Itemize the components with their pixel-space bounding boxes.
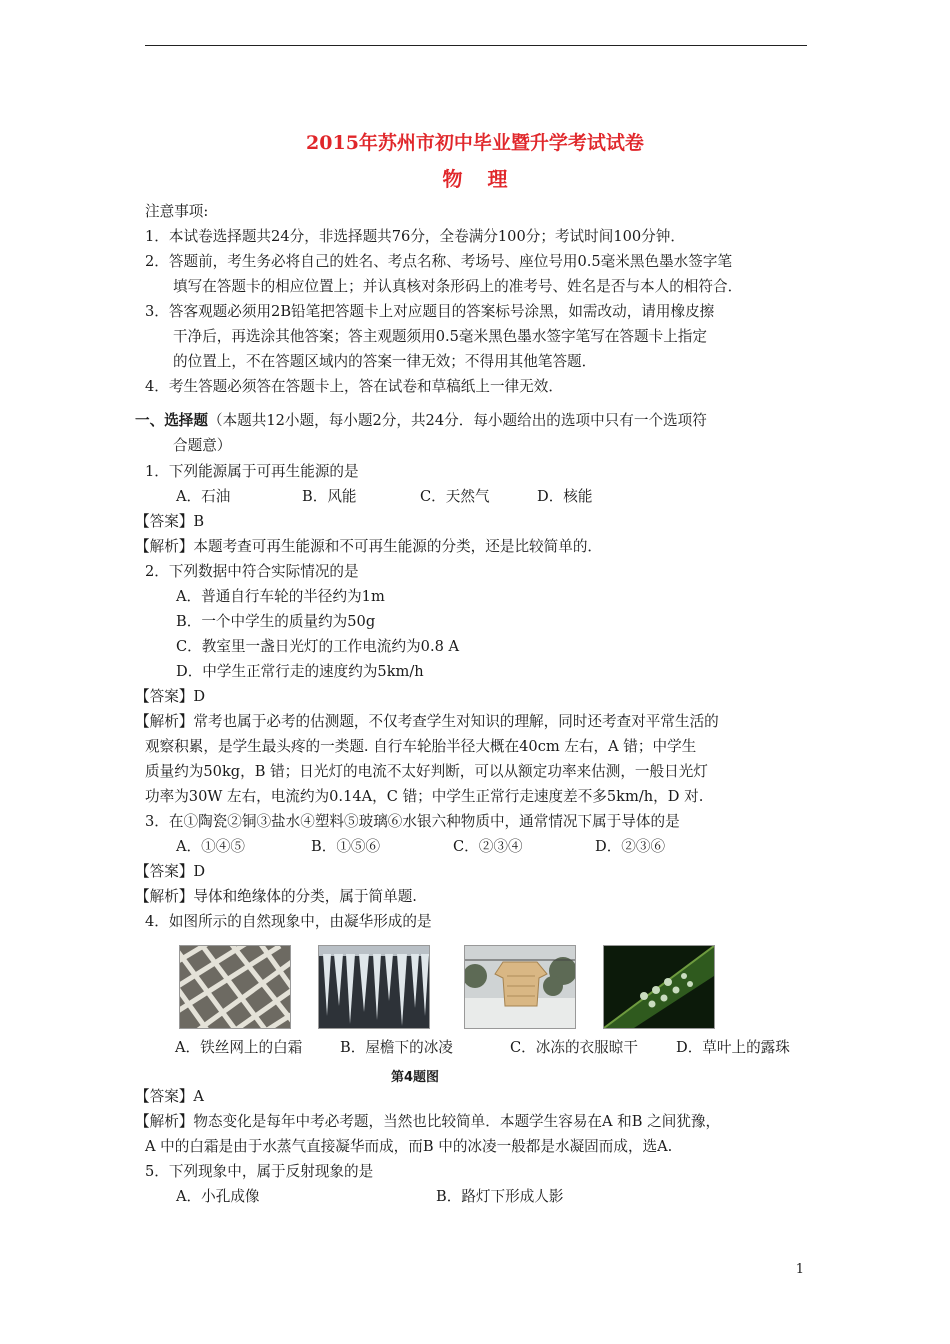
q4-caption-a: A．铁丝网上的白霜 [175,1039,303,1056]
q4-caption-c: C．冰冻的衣服晾干 [510,1039,638,1056]
q2-option-d: D．中学生正常行走的速度约为5km/h [176,663,424,680]
q3-option-d: D．②③⑥ [595,838,666,855]
q1-option-c: C．天然气 [420,488,490,505]
q3-option-b: B．①⑤⑥ [311,838,381,855]
q2-option-c: C．教室里一盏日光灯的工作电流约为0.8 A [176,638,460,655]
notice-line: 填写在答题卡的相应位置上；并认真核对条形码上的准考号、姓名是否与本人的相符合． [173,278,743,295]
q1-stem: 1．下列能源属于可再生能源的是 [145,463,359,480]
q1-option-d: D．核能 [537,488,593,505]
q5-option-b: B．路灯下形成人影 [436,1188,564,1205]
frost-on-wire-mesh-image [179,945,291,1029]
notice-line: 的位置上，不在答题区域内的答案一律无效；不得用其他笔答题． [173,353,597,370]
q2-stem: 2．下列数据中符合实际情况的是 [145,563,359,580]
q3-option-c: C．②③④ [453,838,523,855]
q4-caption-b: B．屋檐下的冰凌 [340,1039,453,1056]
q4-figure-title: 第4题图 [390,1070,440,1085]
q1-option-a: A．石油 [176,488,231,505]
q4-caption-d: D．草叶上的露珠 [676,1039,790,1056]
q1-analysis: 【解析】本题考查可再生能源和不可再生能源的分类，还是比较简单的． [135,538,603,555]
section-heading-rest: （本题共12小题，每小题2分，共24分．每小题给出的选项中只有一个选项符 [207,412,707,429]
notice-line: 干净后，再选涂其他答案；答主观题须用0.5毫米黑色墨水签字笔写在答题卡上指定 [173,328,707,345]
q3-stem: 3．在①陶瓷②铜③盐水④塑料⑤玻璃⑥水银六种物质中，通常情况下属于导体的是 [145,813,680,830]
notice-line: 4．考生答题必须答在答题卡上，答在试卷和草稿纸上一律无效． [145,378,563,395]
section-heading-bold: 一、选择题 [135,412,208,429]
section-heading [135,411,707,431]
q3-option-a: A．①④⑤ [176,838,245,855]
q3-answer: 【答案】D [135,863,206,880]
q4-stem: 4．如图所示的自然现象中，由凝华形成的是 [145,913,432,930]
header-rule [145,45,807,46]
q2-analysis-line: 质量约为50kg，B 错；日光灯的电流不太好判断，可以从额定功率来估测，一般日光灯 [145,763,708,780]
q2-analysis-line: 观察积累，是学生最头疼的一类题. 自行车轮胎半径大概在40cm 左右，A 错；中学生 [145,738,697,755]
q2-analysis-line: 功率为30W 左右，电流约为0.14A，C 错；中学生正常行走速度差不多5km/h，D 对. [145,788,704,805]
section-heading-cont: 合题意） [173,437,232,454]
notice-line: 3．答客观题必须用2B铅笔把答题卡上对应题目的答案标号涂黑，如需改动，请用橡皮擦 [145,303,715,320]
notice-heading: 注意事项: [145,203,209,220]
icicles-under-eaves-image [318,945,430,1029]
q2-answer: 【答案】D [135,688,206,705]
q2-option-a: A．普通自行车轮的半径约为1m [176,588,385,605]
q3-analysis: 【解析】导体和绝缘体的分类，属于简单题. [135,888,417,905]
q2-option-b: B．一个中学生的质量约为50g [176,613,376,630]
q4-analysis-line: 【解析】物态变化是每年中考必考题，当然也比较简单．本题学生容易在A 和B 之间犹豫， [135,1113,721,1130]
dew-on-grass-leaf-image [603,945,715,1029]
frozen-clothes-drying-image [464,945,576,1029]
q1-option-b: B．风能 [302,488,357,505]
notice-line: 2．答题前，考生务必将自己的姓名、考点名称、考场号、座位号用0.5毫米黑色墨水签字笔 [145,253,733,270]
q1-answer: 【答案】B [135,513,205,530]
exam-title: 2015年苏州市初中毕业暨升学考试试卷 [306,132,644,154]
q2-analysis-line: 【解析】常考也属于必考的估测题，不仅考查学生对知识的理解，同时还考查对平常生活的 [135,713,719,730]
subject-title: 物 理 [442,167,508,191]
q4-answer: 【答案】A [135,1088,204,1105]
notice-line: 1．本试卷选择题共24分，非选择题共76分，全卷满分100分；考试时间100分钟． [145,228,685,245]
q5-stem: 5．下列现象中，属于反射现象的是 [145,1163,374,1180]
q5-option-a: A．小孔成像 [176,1188,260,1205]
page-number: 1 [795,1262,804,1277]
q4-analysis-line: A 中的白霜是由于水蒸气直接凝华而成，而B 中的冰凌一般都是水凝固而成，选A. [145,1138,673,1155]
